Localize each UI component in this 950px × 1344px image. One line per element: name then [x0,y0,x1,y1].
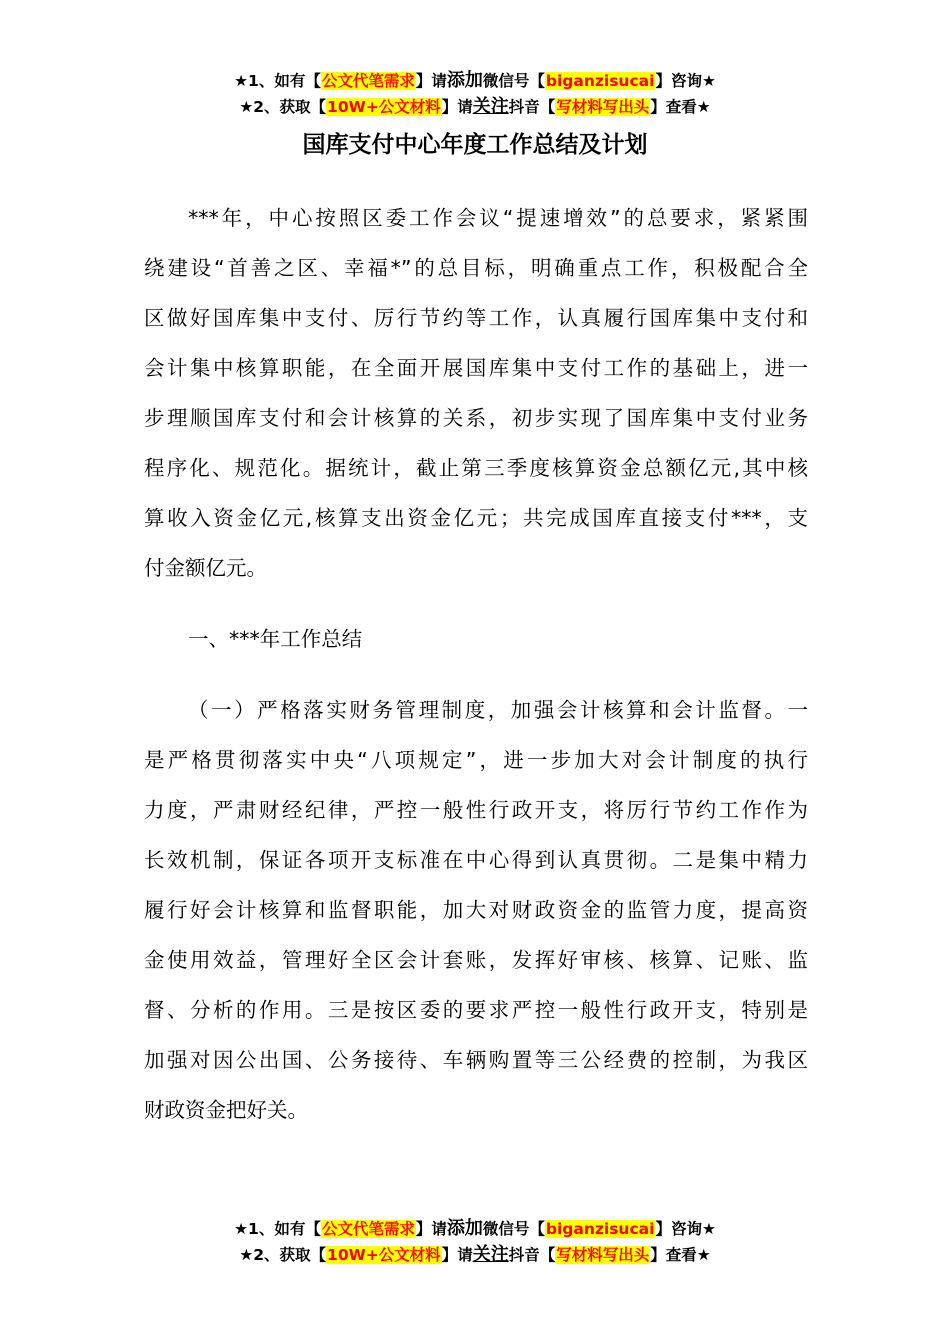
promo-text: ★2、获取【 [239,1246,327,1264]
promo-text: 】咨询★ [655,72,716,90]
paragraph-line: 付金额亿元。 [144,556,267,580]
paragraph-line: 会计集中核算职能，在全面开展国库集中支付工作的基础上，进一 [144,356,808,380]
promo-text: 微信号【 [482,1220,545,1238]
paragraph-line: 财政资金把好关。 [144,1098,308,1122]
promo-highlight: 10W+公文材料 [327,1246,441,1264]
promo-emphasis: 添加 [446,70,483,91]
paragraph-line: 程序化、规范化。据统计，截止第三季度核算资金总额亿元,其中核 [144,456,808,480]
paragraph-line: 区做好国库集中支付、厉行节约等工作，认真履行国库集中支付和 [144,306,808,330]
promo-highlight: 10W+公文材料 [327,98,441,116]
paragraph-line: 加强对因公出国、公务接待、车辆购置等三公经费的控制，为我区 [144,1048,808,1072]
promo-text: ★1、如有【 [234,1220,321,1238]
paragraph-line: （一）严格落实财务管理制度，加强会计核算和会计监督。一 [188,698,808,722]
paragraph-line: 长效机制，保证各项开支标准在中心得到认真贯彻。二是集中精力 [144,848,808,872]
promo-highlight: 公文代笔需求 [321,72,415,90]
promo-text: 】请 [415,72,447,90]
paragraph-line: 督、分析的作用。三是按区委的要求严控一般性行政开支，特别是 [144,998,808,1022]
promo-text: 】咨询★ [655,1220,716,1238]
section-paragraph [144,685,808,1135]
paragraph-line: 绕建设“首善之区、幸福*”的总目标，明确重点工作，积极配合全 [144,256,808,280]
promo-highlight: 公文代笔需求 [321,1220,415,1238]
promo-line-1 [0,1216,950,1242]
promo-highlight: 写材料写出头 [556,98,650,116]
promo-line-2 [0,1242,950,1268]
promo-highlight: 写材料写出头 [556,1246,650,1264]
promo-text: 】查看★ [650,1246,711,1264]
bottom-promo-banner [0,1216,950,1268]
top-promo-banner [0,68,950,120]
promo-text: 】请 [441,98,473,116]
promo-highlight: biganzisucai [545,1220,655,1238]
promo-line-2 [0,94,950,120]
promo-text: 】请 [441,1246,473,1264]
promo-text: 】请 [415,1220,447,1238]
promo-text: 抖音【 [508,98,556,116]
section-heading [144,614,808,664]
promo-text: ★1、如有【 [234,72,321,90]
paragraph-line: ***年，中心按照区委工作会议“提速增效”的总要求，紧紧围 [188,206,808,230]
promo-text: ★2、获取【 [239,98,327,116]
paragraph-line: 步理顺国库支付和会计核算的关系，初步实现了国库集中支付业务 [144,406,808,430]
promo-line-1 [0,68,950,94]
promo-highlight: biganzisucai [545,72,655,90]
paragraph-line: 履行好会计核算和监督职能，加大对财政资金的监管力度，提高资 [144,898,808,922]
promo-text: 抖音【 [508,1246,556,1264]
paragraph-line: 是严格贯彻落实中央“八项规定”，进一步加大对会计制度的执行 [144,748,808,772]
paragraph-line: 算收入资金亿元,核算支出资金亿元；共完成国库直接支付***，支 [144,506,808,530]
promo-text: 】查看★ [650,98,711,116]
document-title: 国库支付中心年度工作总结及计划 [302,132,648,158]
paragraph-line: 力度，严肃财经纪律，严控一般性行政开支，将厉行节约工作作为 [144,798,808,822]
promo-emphasis: 关注 [472,1244,509,1265]
intro-paragraph [144,193,808,593]
paragraph-line: 金使用效益，管理好全区会计套账，发挥好审核、核算、记账、监 [144,948,808,972]
section-heading-text: 一、***年工作总结 [188,627,363,651]
promo-emphasis: 添加 [446,1218,483,1239]
promo-emphasis: 关注 [472,96,509,117]
promo-text: 微信号【 [482,72,545,90]
